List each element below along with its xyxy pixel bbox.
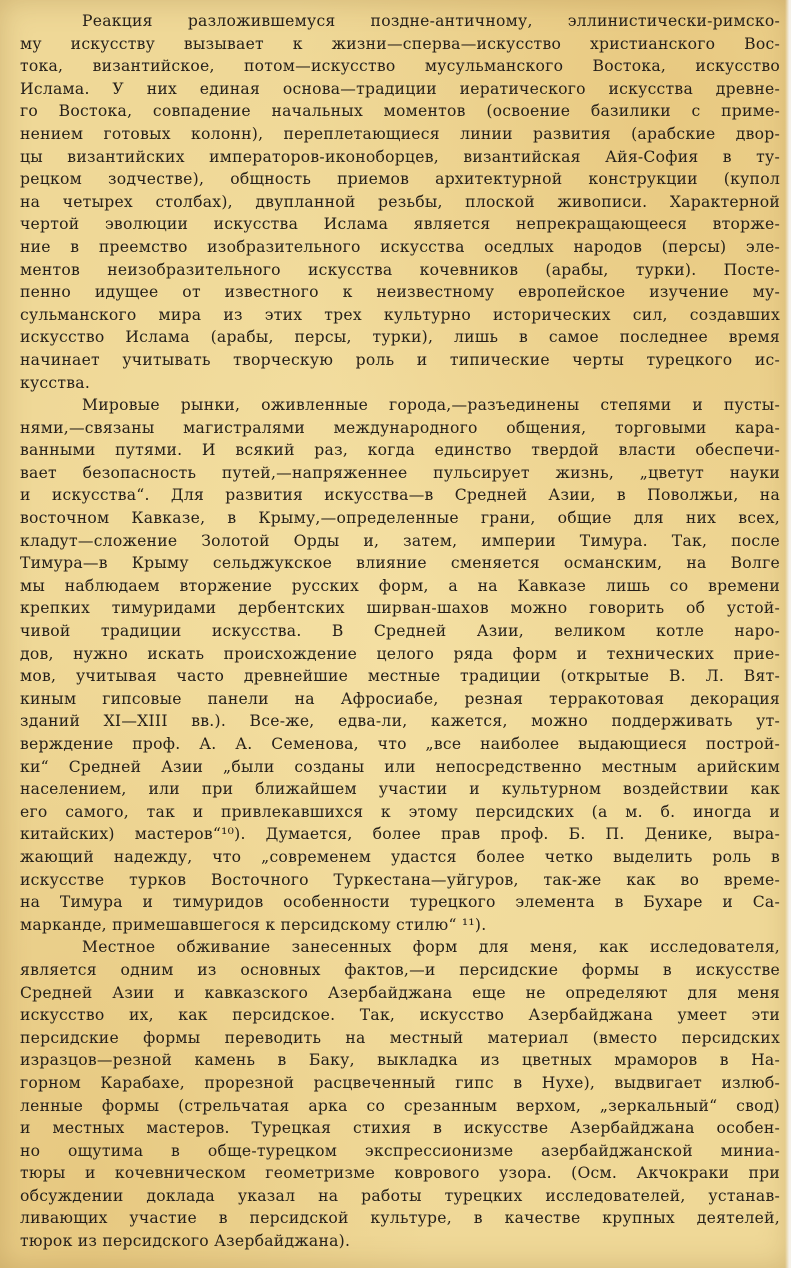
text-line: сульманского мира из этих трех культурно исторических сил, создавших: [20, 305, 780, 324]
article-text: [20, 10, 780, 1253]
paragraph: [20, 394, 780, 936]
text-line: но ощутима в обще-турецком экспрессионизме азербайджанской миниа-: [20, 1141, 780, 1160]
text-line: ванными путями. И всякий раз, когда единство твердой власти обеспечи-: [20, 441, 780, 460]
text-line: нями,—связаны магистралями международного общения, торговыми кара-: [20, 418, 780, 437]
text-line: кладут—сложение Золотой Орды и, затем, империи Тимура. Так, после: [20, 531, 780, 550]
paragraph: [20, 936, 780, 1252]
text-line: Местное обживание занесенных форм для меня, как исследователя,: [82, 938, 780, 957]
text-line: кусства.: [20, 373, 91, 392]
text-line: ленные формы (стрельчатая арка со срезанным верхом, „зеркальный“ свод): [20, 1096, 780, 1115]
text-line: цы византийских императоров-иконоборцев, византийская Айя-София в ту-: [20, 147, 780, 166]
paragraph: [20, 10, 780, 394]
text-line: ментов неизобразительного искусства кочевников (арабы, турки). Посте-: [20, 260, 780, 279]
text-line: на Тимура и тимуридов особенности турецкого элемента в Бухаре и Са-: [20, 893, 780, 912]
text-line: верждение проф. А. А. Семенова, что „все наиболее выдающиеся построй-: [20, 735, 780, 753]
text-line: ливающих участие в персидской культуре, в качестве крупных деятелей,: [20, 1209, 780, 1228]
text-line: марканде, примешавшегося к персидскому стилю“ ¹¹).: [20, 915, 487, 934]
text-line: нением готовых колонн), переплетающиеся линии развития (арабские двор-: [20, 124, 780, 143]
text-line: дов, нужно искать происхождение целого ряда форм и технических прие-: [20, 644, 780, 663]
page-edge: [785, 0, 791, 1268]
text-line: чертой эволюции искусства Ислама является непрекращающееся вторже-: [20, 215, 780, 234]
text-line: обсуждении доклада указал на работы турецких исследователей, устанав-: [20, 1186, 780, 1205]
text-line: го Востока, совпадение начальных моментов (освоение базилики с приме-: [20, 102, 780, 121]
text-line: жающий надежду, что „современем удастся более четко выделить роль в: [20, 847, 780, 866]
text-line: персидские формы переводить на местный материал (вместо персидских: [20, 1028, 780, 1047]
text-line: вает безопасность путей,—напряженнее пульсирует жизнь, „цветут науки: [20, 463, 780, 482]
text-line: чивой традиции искусства. В Средней Азии, великом котле наро-: [20, 622, 780, 641]
text-line: рецком зодчестве), общность приемов архитектурной конструкции (купол: [20, 170, 780, 189]
text-line: населением, или при ближайшем участии и культурном воздействии как: [20, 780, 780, 799]
text-line: искусстве турков Восточного Туркестана—уйгуров, так-же как во време-: [20, 870, 780, 889]
text-line: на четырех столбах), двупланной резьбы, плоской живописи. Характерной: [20, 192, 780, 211]
text-line: тока, византийское, потом—искусство мусульманского Востока, искусство: [20, 57, 780, 76]
text-line: пенно идущее от известного к неизвестному европейское изучение му-: [20, 283, 780, 302]
text-line: му искусству вызывает к жизни—сперва—искусство христианского Вос-: [20, 34, 780, 53]
text-line: мов, учитывая часто древнейшие местные традиции (открытые В. Л. Вят-: [20, 667, 780, 686]
text-line: изразцов—резной камень в Баку, выкладка из цветных мраморов в На-: [20, 1051, 780, 1070]
text-line: Мировые рынки, оживленные города,—разъединены степями и пусты-: [82, 396, 780, 415]
text-line: зданий XI—XIII вв.). Все-же, едва-ли, кажется, можно поддерживать ут-: [20, 712, 780, 731]
text-line: Тимура—в Крыму сельджукское влияние сменяется османским, на Волге: [20, 554, 780, 573]
text-line: Ислама. У них единая основа—традиции иератического искусства древне-: [20, 79, 780, 98]
text-line: горном Карабахе, прорезной расцвеченный гипс в Нухе), выдвигает излюб-: [20, 1073, 780, 1092]
text-line: мы наблюдаем вторжение русских форм, а на Кавказе лишь со времени: [20, 576, 780, 595]
text-line: крепких тимуридами дербентских ширван-шахов можно говорить об устой-: [20, 599, 780, 618]
text-line: Средней Азии и кавказского Азербайджана еще не определяют для меня: [20, 983, 780, 1002]
text-line: тюры и кочевническом геометризме коврового узора. (Осм. Акчокраки при: [20, 1164, 780, 1183]
text-line: ки“ Средней Азии „были созданы или непосредственно местным арийским: [20, 757, 780, 776]
text-line: его самого, так и привлекавшихся к этому персидских (а м. б. иногда и: [20, 802, 780, 821]
text-line: киным гипсовые панели на Афросиабе, резная терракотовая декорация: [20, 689, 780, 708]
text-line: и искусства“. Для развития искусства—в Средней Азии, в Поволжьи, на: [20, 486, 780, 505]
text-line: является одним из основных фактов,—и персидские формы в искусстве: [20, 960, 780, 979]
text-line: искусство их, как персидское. Так, искусство Азербайджана умеет эти: [20, 1006, 780, 1025]
text-line: и местных мастеров. Турецкая стихия в искусстве Азербайджана особен-: [20, 1119, 780, 1138]
text-line: восточном Кавказе, в Крыму,—определенные грани, общие для них всех,: [20, 509, 780, 528]
text-line: китайских) мастеров“¹⁰). Думается, более прав проф. Б. П. Денике, выра-: [20, 825, 780, 844]
text-line: Реакция разложившемуся поздне-античному, эллинистически-римско-: [82, 12, 780, 30]
text-line: ние в преемство изобразительного искусства оседлых народов (персы) эле-: [20, 237, 780, 256]
text-line: тюрок из персидского Азербайджана).: [20, 1232, 351, 1251]
text-line: начинает учитывать творческую роль и типические черты турецкого ис-: [20, 350, 780, 369]
text-line: искусство Ислама (арабы, персы, турки), лишь в самое последнее время: [20, 328, 780, 347]
